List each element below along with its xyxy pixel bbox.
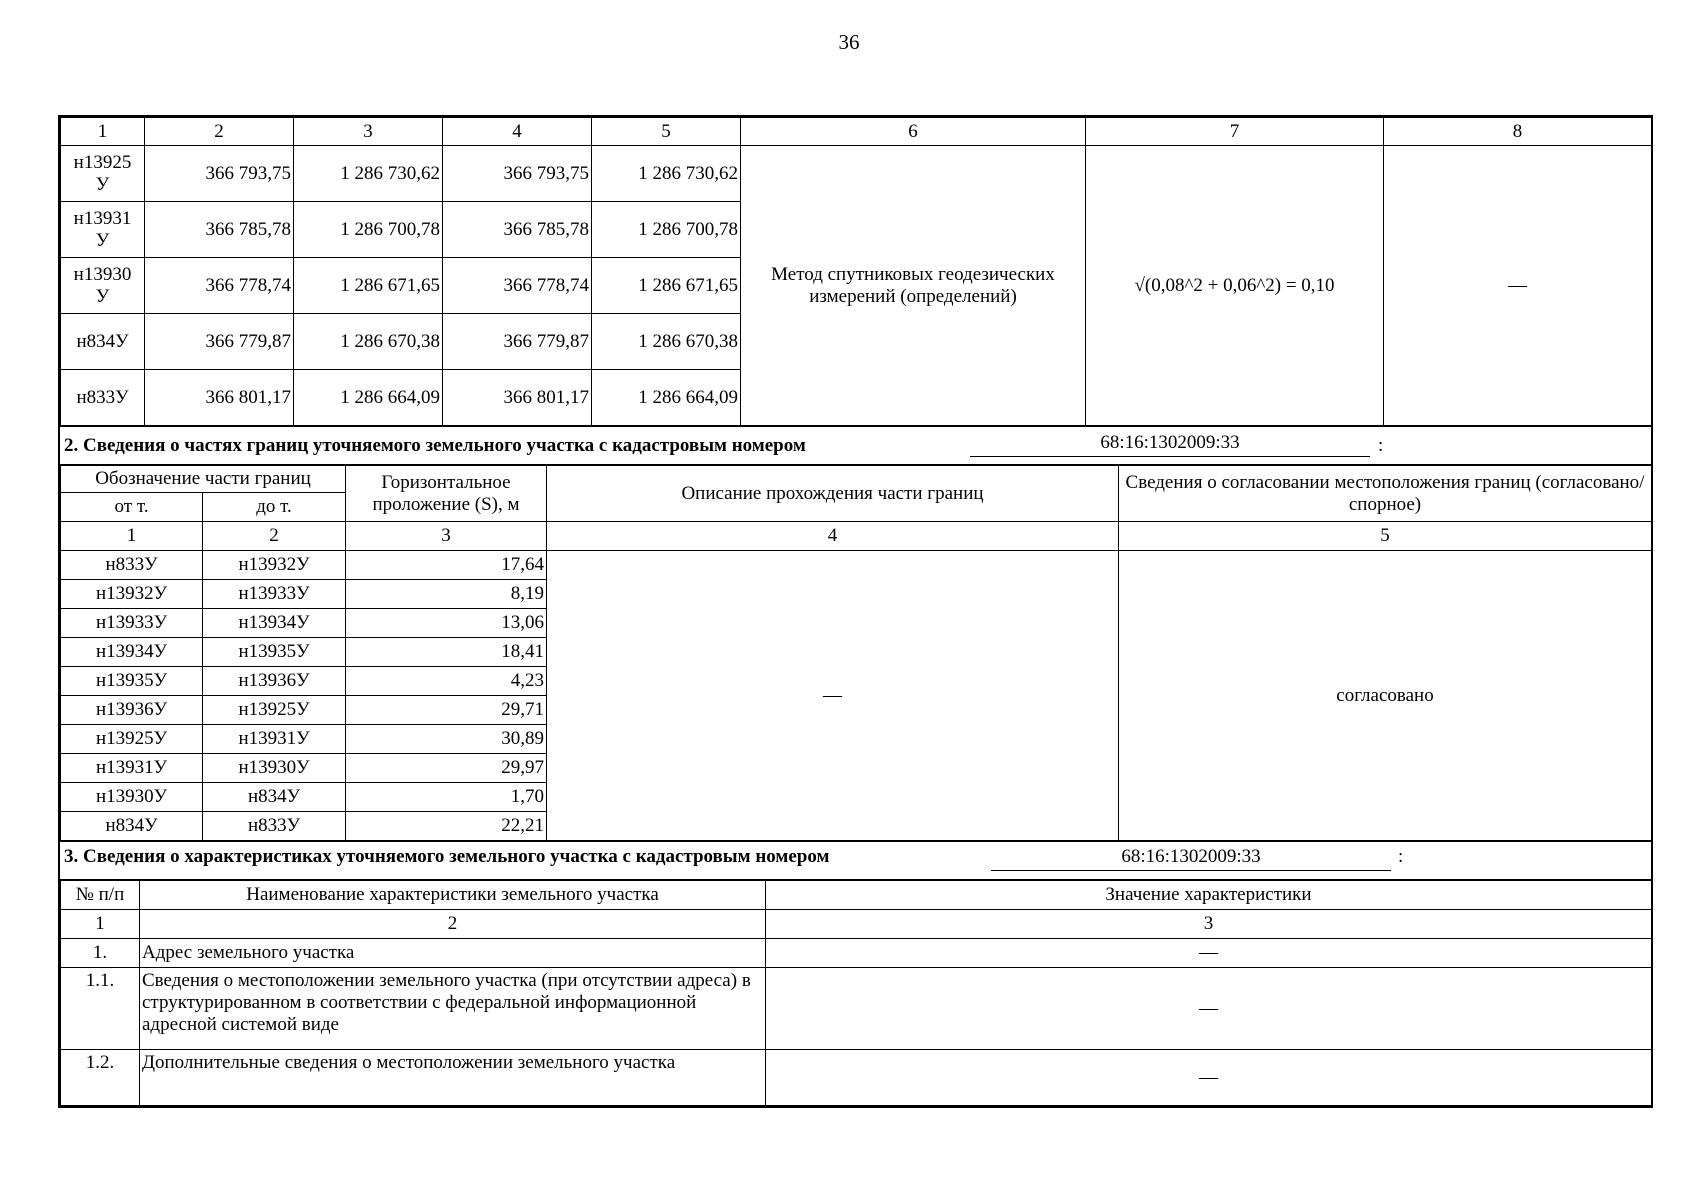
- from-point: н13925У: [61, 725, 203, 754]
- header-num: № п/п: [61, 881, 140, 910]
- from-point: н13934У: [61, 638, 203, 667]
- column-number: 4: [547, 522, 1119, 551]
- column-number: 3: [346, 522, 547, 551]
- point-name: н13925 У: [61, 146, 145, 202]
- to-point: н13932У: [203, 551, 346, 580]
- header-name: Наименование характеристики земельного участка: [140, 881, 766, 910]
- horizontal-distance: 1,70: [346, 783, 547, 812]
- column-number: 3: [294, 118, 443, 146]
- coord-y-existing: 1 286 670,38: [294, 314, 443, 370]
- to-point: н13931У: [203, 725, 346, 754]
- column-number: 6: [741, 118, 1086, 146]
- coord-y-new: 1 286 700,78: [592, 202, 741, 258]
- coord-y-new: 1 286 670,38: [592, 314, 741, 370]
- characteristic-value: —: [766, 968, 1652, 1050]
- header-agreement: Сведения о согласовании местоположения границ (согласовано/спорное): [1119, 466, 1652, 522]
- table-row: [61, 939, 1652, 968]
- column-number: 8: [1384, 118, 1652, 146]
- to-point: н13936У: [203, 667, 346, 696]
- coord-x-new: 366 793,75: [443, 146, 592, 202]
- colon: :: [1378, 435, 1384, 456]
- from-point: н13932У: [61, 580, 203, 609]
- characteristics-table: [60, 880, 1652, 1106]
- coord-x-existing: 366 779,87: [145, 314, 294, 370]
- column-number: 5: [592, 118, 741, 146]
- header-to: до т.: [203, 493, 346, 522]
- coord-y-existing: 1 286 671,65: [294, 258, 443, 314]
- header-row: [61, 466, 1652, 493]
- column-number: 2: [145, 118, 294, 146]
- column-number: 1: [61, 118, 145, 146]
- horizontal-distance: 8,19: [346, 580, 547, 609]
- document-table: [58, 115, 1653, 1108]
- to-point: н13935У: [203, 638, 346, 667]
- from-point: н13931У: [61, 754, 203, 783]
- cadastral-number: 68:16:1302009:33: [991, 844, 1391, 871]
- to-point: н13930У: [203, 754, 346, 783]
- horizontal-distance: 18,41: [346, 638, 547, 667]
- coord-x-existing: 366 785,78: [145, 202, 294, 258]
- column-number: 2: [140, 910, 766, 939]
- from-point: н13935У: [61, 667, 203, 696]
- coord-y-new: 1 286 671,65: [592, 258, 741, 314]
- header-horizontal: Горизонтальное проложение (S), м: [346, 466, 547, 522]
- col8-cell: —: [1384, 146, 1652, 426]
- column-number: 4: [443, 118, 592, 146]
- section-3-title: 3. Сведения о характеристиках уточняемого земельного участка с кадастровым номером: [64, 846, 830, 867]
- to-point: н834У: [203, 783, 346, 812]
- boundary-parts-table: [60, 465, 1652, 841]
- column-number: 1: [61, 910, 140, 939]
- table-row: [61, 146, 1652, 202]
- column-numbers-row: [61, 118, 1652, 146]
- from-point: н13933У: [61, 609, 203, 638]
- column-number: 2: [203, 522, 346, 551]
- coord-y-existing: 1 286 730,62: [294, 146, 443, 202]
- to-point: н13933У: [203, 580, 346, 609]
- row-number: 1.: [61, 939, 140, 968]
- row-number: 1.2.: [61, 1050, 140, 1106]
- coord-x-new: 366 801,17: [443, 370, 592, 426]
- column-number: 3: [766, 910, 1652, 939]
- table-row: [61, 551, 1652, 580]
- coordinates-table: [60, 117, 1652, 426]
- coord-y-existing: 1 286 700,78: [294, 202, 443, 258]
- from-point: н13930У: [61, 783, 203, 812]
- cadastral-number: 68:16:1302009:33: [970, 430, 1370, 457]
- coord-y-new: 1 286 664,09: [592, 370, 741, 426]
- coord-y-existing: 1 286 664,09: [294, 370, 443, 426]
- column-numbers-row: [61, 910, 1652, 939]
- characteristic-name: Адрес земельного участка: [140, 939, 766, 968]
- horizontal-distance: 22,21: [346, 812, 547, 841]
- section-3-heading: [60, 841, 1651, 880]
- header-from: от т.: [61, 493, 203, 522]
- description-cell: —: [547, 551, 1119, 841]
- coord-x-existing: 366 778,74: [145, 258, 294, 314]
- accuracy-cell: √(0,08^2 + 0,06^2) = 0,10: [1086, 146, 1384, 426]
- colon: :: [1398, 846, 1404, 867]
- from-point: н834У: [61, 812, 203, 841]
- point-name: н833У: [61, 370, 145, 426]
- coord-x-existing: 366 801,17: [145, 370, 294, 426]
- column-number: 5: [1119, 522, 1652, 551]
- characteristic-value: —: [766, 939, 1652, 968]
- coord-x-new: 366 779,87: [443, 314, 592, 370]
- column-number: 7: [1086, 118, 1384, 146]
- coord-y-new: 1 286 730,62: [592, 146, 741, 202]
- to-point: н13934У: [203, 609, 346, 638]
- section-2-heading: [60, 426, 1651, 465]
- section-2-title: 2. Сведения о частях границ уточняемого земельного участка с кадастровым номером: [64, 435, 806, 456]
- point-name: н834У: [61, 314, 145, 370]
- table-row: [61, 968, 1652, 1050]
- column-numbers-row: [61, 522, 1652, 551]
- table-row: [61, 1050, 1652, 1106]
- page-number: 36: [838, 30, 860, 54]
- horizontal-distance: 4,23: [346, 667, 547, 696]
- characteristic-value: —: [766, 1050, 1652, 1106]
- characteristic-name: Сведения о местоположении земельного участка (при отсутствии адреса) в структурированном в соответствии с федеральной информационной адресной системой виде: [140, 968, 766, 1050]
- coord-x-new: 366 785,78: [443, 202, 592, 258]
- row-number: 1.1.: [61, 968, 140, 1050]
- horizontal-distance: 29,71: [346, 696, 547, 725]
- horizontal-distance: 17,64: [346, 551, 547, 580]
- coord-x-new: 366 778,74: [443, 258, 592, 314]
- column-number: 1: [61, 522, 203, 551]
- horizontal-distance: 30,89: [346, 725, 547, 754]
- horizontal-distance: 13,06: [346, 609, 547, 638]
- characteristic-name: Дополнительные сведения о местоположении земельного участка: [140, 1050, 766, 1106]
- coord-x-existing: 366 793,75: [145, 146, 294, 202]
- horizontal-distance: 29,97: [346, 754, 547, 783]
- header-value: Значение характеристики: [766, 881, 1652, 910]
- to-point: н13925У: [203, 696, 346, 725]
- to-point: н833У: [203, 812, 346, 841]
- from-point: н833У: [61, 551, 203, 580]
- from-point: н13936У: [61, 696, 203, 725]
- header-description: Описание прохождения части границ: [547, 466, 1119, 522]
- agreement-cell: согласовано: [1119, 551, 1652, 841]
- header-row: [61, 881, 1652, 910]
- point-name: н13930 У: [61, 258, 145, 314]
- method-cell: Метод спутниковых геодезических измерений (определений): [741, 146, 1086, 426]
- header-part: Обозначение части границ: [61, 466, 346, 493]
- point-name: н13931 У: [61, 202, 145, 258]
